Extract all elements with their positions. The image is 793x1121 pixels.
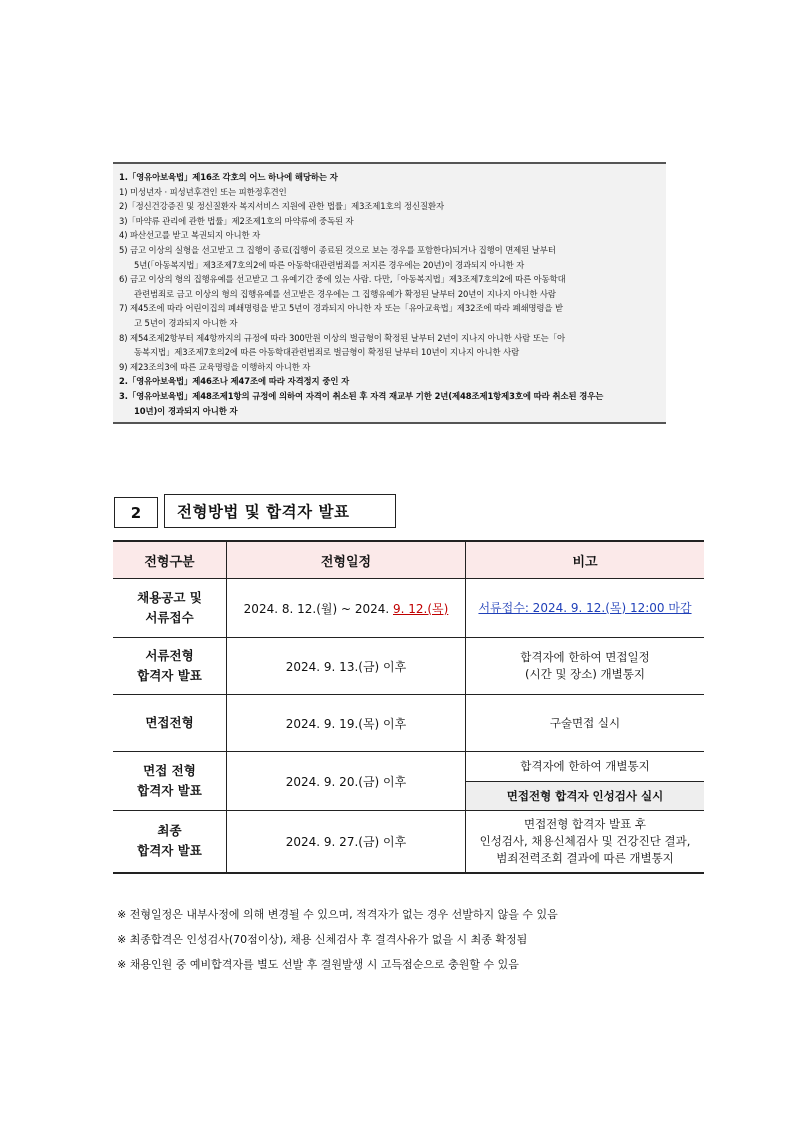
stage-label: 합격자 발표 <box>137 843 202 859</box>
stage-label: 면접 전형 <box>143 763 196 778</box>
dq-line: 3.「영유아보육법」제48조제1항의 규정에 의하여 자격이 취소된 후 자격 재교부 기한 2년(제48조제1항제3호에 따라 취소된 경우는 <box>119 390 604 401</box>
dq-line: 2)「정신건강증진 및 정신질환자 복지서비스 지원에 관한 법률」제3조제1호의 정신질환자 <box>119 201 445 212</box>
note-cell <box>466 579 705 638</box>
table-header-row <box>113 541 704 579</box>
stage-label: 최종 <box>157 823 182 839</box>
dq-line: 3)「마약류 관리에 관한 법률」제2조제1호의 마약류에 중독된 자 <box>119 215 354 226</box>
dq-line: 5) 금고 이상의 실형을 선고받고 그 집행이 종료(집행이 종료된 것으로 보는 경우를 포함한다)되거나 집행이 면제된 날부터 <box>119 244 556 255</box>
dq-line: 5년(「아동복지법」제3조제7호의2에 따른 아동학대관련범죄를 저지른 경우에는 20년)이 경과되지 아니한 자 <box>134 259 525 270</box>
footnote: ※ 최종합격은 인성검사(70점이상), 채용 신체검사 후 결격사유가 없을 시 최종 확정됨 <box>117 933 528 946</box>
dq-line: 관련범죄로 금고 이상의 형의 집행유예를 선고받은 경우에는 그 집행유예가 확정된 날부터 20년이 지나지 아니한 사람 <box>134 288 556 299</box>
column-header: 비고 <box>466 541 705 579</box>
date-cell: 2024. 9. 27.(금) 이후 <box>227 811 466 873</box>
stage-cell <box>113 695 227 752</box>
dq-line: 7) 제45조에 따라 어린이집의 폐쇄명령을 받고 5년이 경과되지 아니한 자 또는「유아교육법」제32조에 따라 폐쇄명령을 받 <box>119 303 563 314</box>
note-cell <box>466 752 705 782</box>
note-text: 면접전형 합격자 발표 후 <box>523 816 647 831</box>
deadline-highlight: 9. 12.(목) <box>393 601 449 616</box>
dq-line: 6) 금고 이상의 형의 집행유예를 선고받고 그 유예기간 중에 있는 사람. 다만,「아동복지법」제3조제7호의2에 따른 아동학대 <box>119 274 566 285</box>
dq-line: 1.「영유아보육법」제16조 각호의 어느 하나에 해당하는 자 <box>119 172 338 182</box>
table-row <box>113 695 704 752</box>
dq-line: 1) 미성년자 · 피성년후견인 또는 피한정후견인 <box>119 186 287 197</box>
stage-cell <box>113 752 227 811</box>
note-cell <box>466 695 705 752</box>
column-header: 전형일정 <box>227 541 466 579</box>
footnote: ※ 채용인원 중 예비합격자를 별도 선발 후 결원발생 시 고득점순으로 충원할 수 있음 <box>117 958 519 971</box>
dq-line: 9) 제23조의3에 따른 교육명령을 이행하지 아니한 자 <box>119 361 311 372</box>
table-row <box>113 752 704 782</box>
note-text: 합격자에 한하여 면접일정 <box>520 650 650 664</box>
note-cell <box>466 638 705 695</box>
note-cell-highlight: 면접전형 합격자 인성검사 실시 <box>466 782 705 811</box>
note-text: (시간 및 장소) 개별통지 <box>525 667 645 681</box>
section-number: 2 <box>114 497 158 528</box>
date-cell: 2024. 9. 20.(금) 이후 <box>227 752 466 811</box>
stage-label: 합격자 발표 <box>137 668 202 683</box>
schedule-table <box>113 540 704 874</box>
stage-label: 채용공고 및 <box>137 590 202 605</box>
disqualification-box <box>113 162 666 424</box>
deadline-link[interactable]: 서류접수: 2024. 9. 12.(목) 12:00 마감 <box>478 600 692 615</box>
note-text: 인성검사, 채용신체검사 및 건강진단 결과, <box>479 833 691 848</box>
column-header: 전형구분 <box>113 541 227 579</box>
dq-line: 4) 파산선고를 받고 복권되지 아니한 자 <box>119 230 261 241</box>
note-cell <box>466 811 705 873</box>
dq-line: 8) 제54조제2항부터 제4항까지의 규정에 따라 300만원 이상의 벌금형이 확정된 날부터 2년이 지나지 아니한 사람 또는「아 <box>119 332 565 343</box>
stage-label: 서류전형 <box>145 648 194 663</box>
dq-line: 고 5년이 경과되지 아니한 자 <box>134 317 238 328</box>
stage-label: 합격자 발표 <box>137 783 202 798</box>
stage-cell <box>113 811 227 873</box>
stage-label: 서류접수 <box>145 610 194 625</box>
section-title: 전형방법 및 합격자 발표 <box>164 494 396 528</box>
date-cell: 2024. 9. 13.(금) 이후 <box>227 638 466 695</box>
stage-cell <box>113 579 227 638</box>
stage-label: 면접전형 <box>145 715 194 730</box>
dq-line: 2.「영유아보육법」제46조나 제47조에 따라 자격정지 중인 자 <box>119 376 350 387</box>
note-text: 범죄전력조회 결과에 따른 개별통지 <box>496 850 674 865</box>
dq-line: 10년)이 경과되지 아니한 자 <box>134 405 238 416</box>
dq-line: 동복지법」제3조제7호의2에 따른 아동학대관련범죄로 벌금형이 확정된 날부터 10년이 지나지 아니한 사람 <box>134 347 520 358</box>
table-row <box>113 579 704 638</box>
note-text: 구술면접 실시 <box>549 715 621 730</box>
table-row <box>113 638 704 695</box>
table-row <box>113 811 704 873</box>
footnotes <box>117 902 558 977</box>
date-cell <box>227 579 466 638</box>
note-text: 합격자에 한하여 개별통지 <box>520 759 650 773</box>
footnote: ※ 전형일정은 내부사정에 의해 변경될 수 있으며, 적격자가 없는 경우 선발하지 않을 수 있음 <box>117 908 558 921</box>
date-cell: 2024. 9. 19.(목) 이후 <box>227 695 466 752</box>
date-text: 2024. 8. 12.(월) ~ 2024. <box>243 601 393 616</box>
stage-cell <box>113 638 227 695</box>
